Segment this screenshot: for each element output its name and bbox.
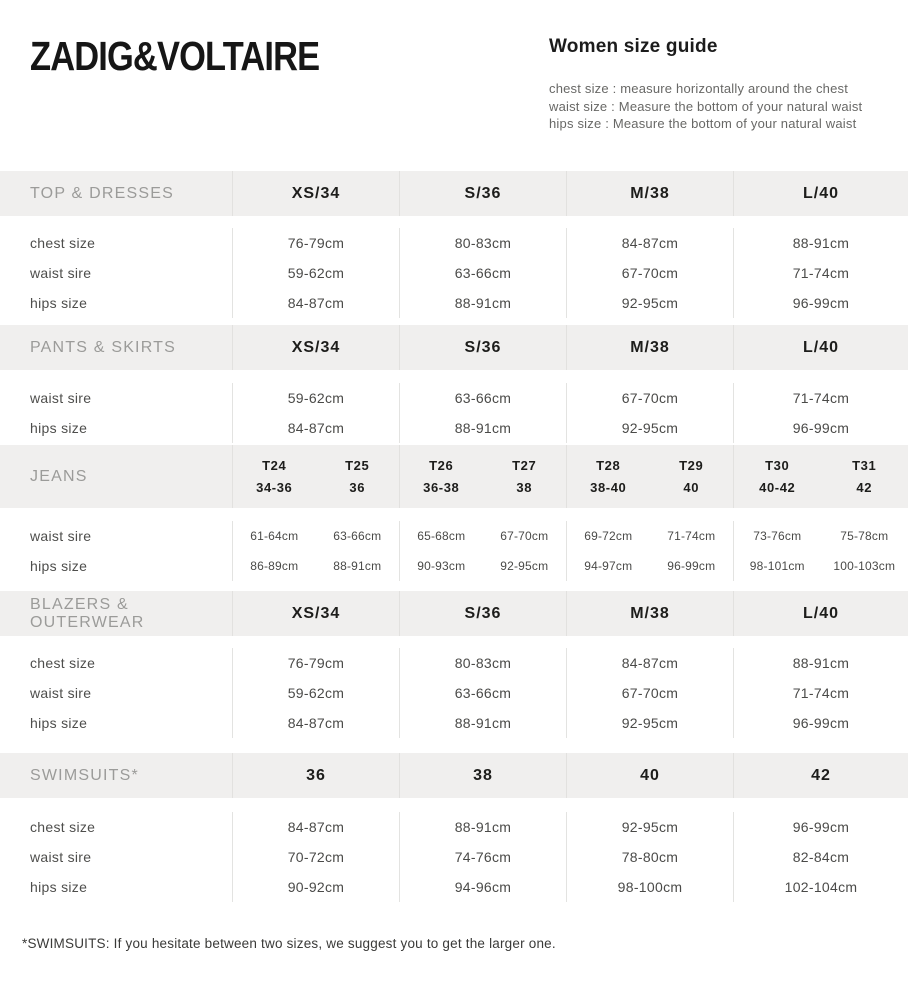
size-value: 73-76cm: [733, 521, 821, 551]
size-value: 88-91cm: [399, 708, 566, 738]
page-title: Women size guide: [549, 36, 718, 57]
size-value: 84-87cm: [232, 288, 399, 318]
jeans-size-eu: 38-40: [590, 480, 627, 495]
section-swimsuits: [0, 753, 908, 923]
section-header-row: [0, 753, 908, 798]
size-value: 92-95cm: [500, 559, 549, 573]
page-header: [0, 0, 908, 171]
section-title: PANTS & SKIRTS: [30, 338, 177, 356]
row-label: hips size: [30, 558, 88, 574]
size-value: 102-104cm: [733, 872, 908, 902]
jeans-size-code: T25: [345, 458, 370, 473]
column-header-m38: M/38: [566, 325, 733, 370]
jeans-size-eu: 42: [856, 480, 873, 495]
jeans-size-code: T31: [852, 458, 877, 473]
size-value: 84-87cm: [232, 413, 399, 443]
section-top-dresses: [0, 171, 908, 325]
size-value: 78-80cm: [566, 842, 733, 872]
jeans-size-code: T29: [679, 458, 704, 473]
row-label: hips size: [30, 295, 88, 311]
column-header-s36: S/36: [399, 591, 566, 636]
table-row-hips: [0, 708, 908, 738]
size-value: 70-72cm: [232, 842, 399, 872]
size-value: 59-62cm: [232, 678, 399, 708]
size-value: 88-91cm: [733, 648, 908, 678]
size-value: 69-72cm: [566, 521, 650, 551]
size-value: 96-99cm: [733, 288, 908, 318]
size-value: 96-99cm: [667, 559, 716, 573]
size-value: 86-89cm: [232, 551, 316, 581]
swimsuits-footnote: *SWIMSUITS: If you hesitate between two sizes, we suggest you to get the larger one.: [22, 936, 556, 951]
section-rows: [0, 216, 908, 325]
size-value: 59-62cm: [232, 258, 399, 288]
table-row-waist: [0, 383, 908, 413]
jeans-size-code: T30: [765, 458, 790, 473]
section-title: TOP & DRESSES: [30, 184, 174, 202]
section-jeans: [0, 445, 908, 591]
table-row-waist: [0, 521, 908, 551]
column-header-xs34: XS/34: [232, 171, 399, 216]
jeans-size-eu: 38: [516, 480, 533, 495]
row-label: hips size: [30, 420, 88, 436]
size-value: 92-95cm: [566, 708, 733, 738]
size-value: 71-74cm: [733, 258, 908, 288]
size-value: 90-93cm: [399, 551, 483, 581]
brand-logo: ZADIG&VOLTAIRE: [30, 33, 320, 79]
section-header-row: [0, 325, 908, 370]
row-label: waist sire: [30, 390, 92, 406]
jeans-size-code: T28: [596, 458, 621, 473]
jeans-size-code: T24: [262, 458, 287, 473]
section-title: SWIMSUITS*: [30, 766, 139, 784]
table-row-waist: [0, 678, 908, 708]
row-label: hips size: [30, 879, 88, 895]
size-value: 90-92cm: [232, 872, 399, 902]
size-value: 96-99cm: [733, 812, 908, 842]
guide-intro: [549, 36, 862, 133]
size-value: 65-68cm: [399, 521, 483, 551]
column-header-l40: L/40: [733, 325, 908, 370]
table-row-chest: [0, 812, 908, 842]
table-row-hips: [0, 288, 908, 318]
table-row-chest: [0, 228, 908, 258]
column-header-t24: [232, 445, 316, 508]
size-value: 71-74cm: [733, 678, 908, 708]
size-value: 84-87cm: [232, 708, 399, 738]
size-value: 92-95cm: [566, 812, 733, 842]
size-value: 67-70cm: [566, 258, 733, 288]
column-header-t31: [821, 445, 908, 508]
size-value: 82-84cm: [733, 842, 908, 872]
jeans-size-eu: 40: [683, 480, 700, 495]
column-header-t27: [483, 445, 567, 508]
row-label: chest size: [30, 655, 96, 671]
column-header-xs34: XS/34: [232, 325, 399, 370]
size-value: 84-87cm: [566, 228, 733, 258]
jeans-size-eu: 40-42: [759, 480, 796, 495]
size-value: 80-83cm: [399, 648, 566, 678]
note-hips-size: hips size : Measure the bottom of your natural waist: [549, 116, 857, 131]
note-chest-size: chest size : measure horizontally around the chest: [549, 81, 849, 96]
column-header-m38: M/38: [566, 171, 733, 216]
size-value: 71-74cm: [733, 383, 908, 413]
size-value: 76-79cm: [232, 648, 399, 678]
table-row-hips: [0, 872, 908, 902]
column-header-xs34: XS/34: [232, 591, 399, 636]
row-label: waist sire: [30, 849, 92, 865]
section-rows: [0, 798, 908, 923]
section-rows: [0, 636, 908, 753]
column-header-t29: [650, 445, 734, 508]
size-value: 88-91cm: [399, 413, 566, 443]
column-header-42: 42: [733, 753, 908, 798]
size-value: 63-66cm: [399, 383, 566, 413]
column-header-t28: [566, 445, 650, 508]
size-table: [0, 171, 908, 923]
section-pants-skirts: [0, 325, 908, 445]
size-value: 59-62cm: [232, 383, 399, 413]
jeans-size-eu: 34-36: [256, 480, 293, 495]
row-label: waist sire: [30, 265, 92, 281]
size-value: 84-87cm: [566, 648, 733, 678]
size-value: 63-66cm: [399, 258, 566, 288]
section-header-row: [0, 591, 908, 636]
size-value: 80-83cm: [399, 228, 566, 258]
measurement-notes: [549, 80, 862, 133]
note-waist-size: waist size : Measure the bottom of your natural waist: [549, 98, 863, 114]
column-header-l40: L/40: [733, 591, 908, 636]
jeans-size-eu: 36-38: [423, 480, 460, 495]
size-value: 94-97cm: [566, 551, 650, 581]
size-value: 75-78cm: [840, 529, 889, 543]
row-label: chest size: [30, 819, 96, 835]
size-value: 88-91cm: [399, 288, 566, 318]
size-value: 98-100cm: [566, 872, 733, 902]
size-value: 67-70cm: [566, 383, 733, 413]
column-header-t26: [399, 445, 483, 508]
jeans-size-code: T26: [429, 458, 454, 473]
size-value: 94-96cm: [399, 872, 566, 902]
size-value: 67-70cm: [566, 678, 733, 708]
size-value: 88-91cm: [399, 812, 566, 842]
row-label: hips size: [30, 715, 88, 731]
size-value: 96-99cm: [733, 708, 908, 738]
column-header-l40: L/40: [733, 171, 908, 216]
jeans-size-eu: 36: [349, 480, 366, 495]
column-header-s36: S/36: [399, 171, 566, 216]
row-label: waist sire: [30, 685, 92, 701]
section-title: BLAZERS & OUTERWEAR: [30, 595, 145, 631]
row-label: waist sire: [30, 528, 92, 544]
size-value: 88-91cm: [733, 228, 908, 258]
section-rows: [0, 370, 908, 445]
table-row-chest: [0, 648, 908, 678]
table-row-waist: [0, 842, 908, 872]
size-value: 92-95cm: [566, 413, 733, 443]
column-header-t30: [733, 445, 821, 508]
size-value: 76-79cm: [232, 228, 399, 258]
size-value: 92-95cm: [566, 288, 733, 318]
section-header-row: [0, 171, 908, 216]
size-value: 63-66cm: [399, 678, 566, 708]
size-value: 71-74cm: [667, 529, 716, 543]
size-value: 88-91cm: [333, 559, 382, 573]
size-value: 74-76cm: [399, 842, 566, 872]
section-rows: [0, 508, 908, 591]
column-header-40: 40: [566, 753, 733, 798]
size-value: 63-66cm: [333, 529, 382, 543]
section-header-row: [0, 445, 908, 508]
column-header-s36: S/36: [399, 325, 566, 370]
table-row-waist: [0, 258, 908, 288]
row-label: chest size: [30, 235, 96, 251]
size-value: 84-87cm: [232, 812, 399, 842]
table-row-hips: [0, 551, 908, 581]
size-value: 61-64cm: [232, 521, 316, 551]
size-value: 98-101cm: [733, 551, 821, 581]
column-header-36: 36: [232, 753, 399, 798]
size-value: 67-70cm: [500, 529, 549, 543]
section-blazers-outerwear: [0, 591, 908, 753]
column-header-38: 38: [399, 753, 566, 798]
column-header-m38: M/38: [566, 591, 733, 636]
table-row-hips: [0, 413, 908, 443]
size-value: 96-99cm: [733, 413, 908, 443]
column-header-t25: [316, 445, 400, 508]
size-value: 100-103cm: [833, 559, 896, 573]
jeans-size-code: T27: [512, 458, 537, 473]
section-title: JEANS: [30, 467, 88, 485]
